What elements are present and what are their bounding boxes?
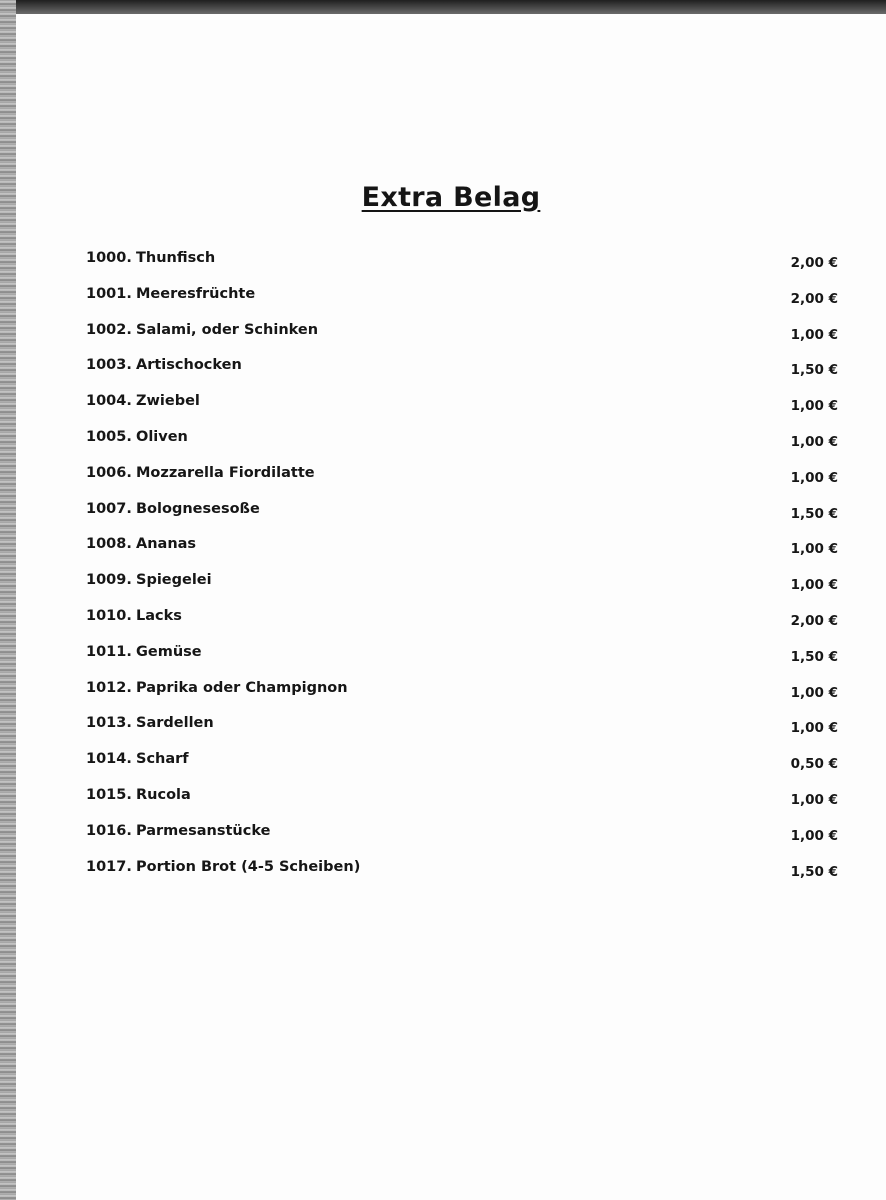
item-name: Ananas — [136, 536, 197, 553]
list-item — [86, 676, 846, 712]
item-price: 1,00 € — [790, 433, 838, 450]
item-number: 1005. — [86, 428, 132, 445]
list-item — [86, 461, 846, 497]
item-name: Thunfisch — [136, 250, 216, 266]
item-price: 1,00 € — [790, 541, 838, 558]
list-item — [86, 747, 846, 783]
item-number: 1009. — [86, 572, 132, 589]
item-number: 1016. — [86, 822, 132, 839]
page-title: Extra Belag — [361, 182, 541, 213]
item-name: Meeresfrüchte — [136, 285, 256, 302]
item-price: 2,00 € — [790, 290, 838, 307]
item-price: 2,00 € — [790, 612, 838, 629]
item-number: 1000. — [86, 250, 132, 266]
item-name: Mozzarella Fiordilatte — [136, 464, 315, 481]
item-price: 1,00 € — [790, 577, 838, 594]
list-item — [86, 389, 846, 425]
item-name: Bolognesesoße — [136, 500, 260, 517]
item-name: Lacks — [136, 607, 182, 624]
item-name: Parmesanstücke — [136, 822, 271, 839]
binder-top-edge — [0, 0, 886, 14]
item-number: 1004. — [86, 393, 132, 410]
item-price: 1,00 € — [790, 398, 838, 415]
item-number: 1003. — [86, 357, 132, 374]
item-number: 1013. — [86, 715, 132, 732]
list-item — [86, 568, 846, 604]
item-name: Oliven — [136, 428, 188, 445]
list-item — [86, 353, 846, 389]
menu-page — [16, 14, 886, 1200]
item-price: 1,00 € — [790, 469, 838, 486]
list-item — [86, 318, 846, 354]
item-name: Artischocken — [136, 357, 242, 374]
item-price: 1,00 € — [790, 326, 838, 343]
item-name: Scharf — [136, 751, 189, 768]
item-number: 1002. — [86, 321, 132, 338]
item-number: 1007. — [86, 500, 132, 517]
list-item — [86, 497, 846, 533]
item-name: Rucola — [136, 786, 191, 803]
item-name: Paprika oder Champignon — [136, 679, 348, 696]
item-number: 1014. — [86, 751, 132, 768]
binder-rings-edge — [0, 0, 16, 1200]
item-number: 1001. — [86, 285, 132, 302]
list-item — [86, 246, 846, 282]
item-price: 1,00 € — [790, 684, 838, 701]
item-price: 1,50 € — [790, 362, 838, 379]
list-item — [86, 282, 846, 318]
item-name: Portion Brot (4-5 Scheiben) — [136, 858, 361, 875]
item-price: 1,00 € — [790, 791, 838, 808]
item-number: 1012. — [86, 679, 132, 696]
item-number: 1010. — [86, 607, 132, 624]
item-price: 1,00 € — [790, 827, 838, 844]
item-price: 1,50 € — [790, 648, 838, 665]
list-item — [86, 783, 846, 819]
item-price: 2,00 € — [790, 255, 838, 271]
item-number: 1011. — [86, 643, 132, 660]
list-item — [86, 640, 846, 676]
item-name: Sardellen — [136, 715, 214, 732]
menu-list — [86, 246, 846, 890]
item-name: Spiegelei — [136, 572, 212, 589]
list-item — [86, 819, 846, 855]
item-name: Gemüse — [136, 643, 202, 660]
item-number: 1008. — [86, 536, 132, 553]
item-price: 0,50 € — [790, 756, 838, 773]
item-number: 1006. — [86, 464, 132, 481]
list-item — [86, 604, 846, 640]
item-price: 1,00 € — [790, 720, 838, 737]
item-price: 1,50 € — [790, 505, 838, 522]
item-number: 1017. — [86, 858, 132, 875]
list-item — [86, 711, 846, 747]
list-item — [86, 532, 846, 568]
item-name: Zwiebel — [136, 393, 200, 410]
list-item — [86, 855, 846, 891]
list-item — [86, 425, 846, 461]
item-name: Salami, oder Schinken — [136, 321, 319, 338]
item-number: 1015. — [86, 786, 132, 803]
item-price: 1,50 € — [790, 863, 838, 880]
